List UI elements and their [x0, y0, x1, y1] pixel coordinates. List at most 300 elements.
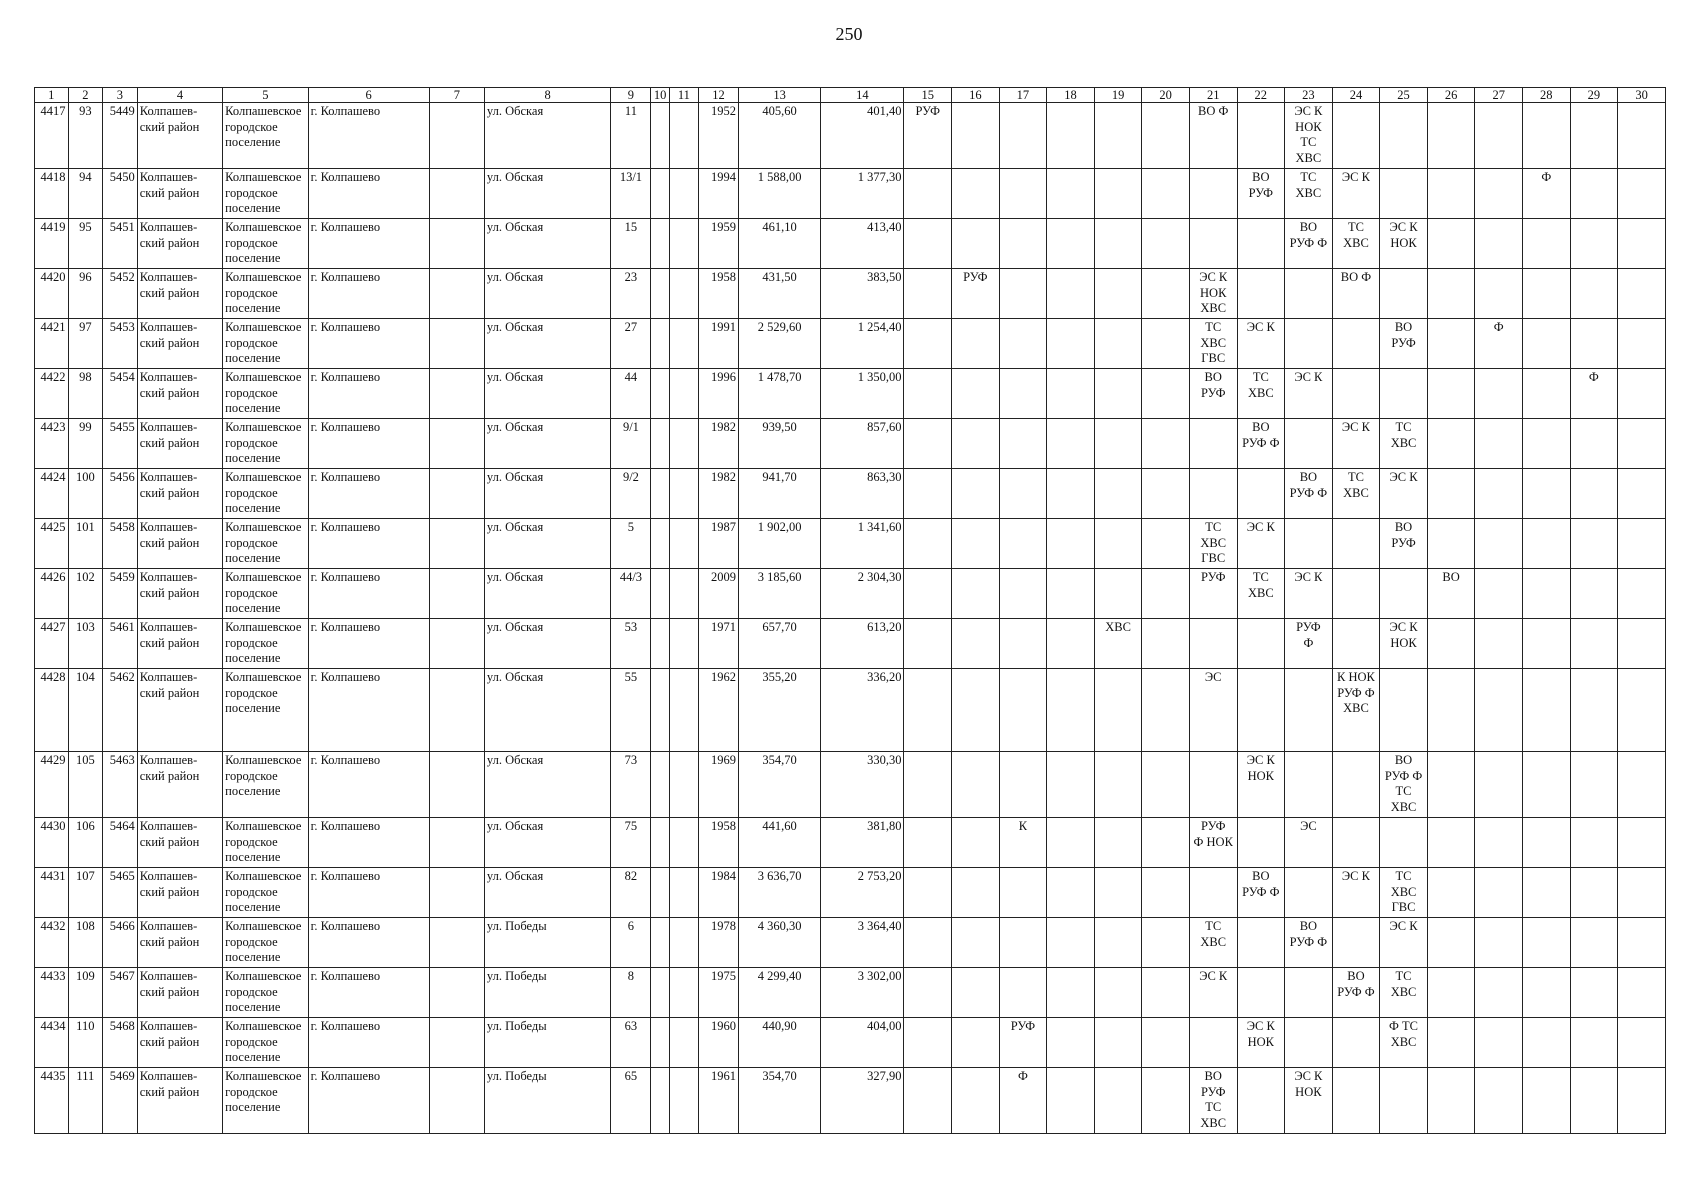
cell-col-29	[1570, 419, 1618, 469]
cell-col-8: ул. Обская	[484, 752, 611, 818]
cell-col-27	[1475, 918, 1523, 968]
cell-col-22: ВО РУФ	[1237, 169, 1285, 219]
cell-col-19	[1094, 269, 1142, 319]
cell-col-30	[1618, 669, 1666, 752]
cell-col-30	[1618, 219, 1666, 269]
cell-col-23	[1285, 752, 1333, 818]
cell-col-9: 65	[611, 1068, 651, 1134]
cell-col-11	[669, 868, 698, 918]
cell-col-1: 4425	[35, 519, 69, 569]
cell-col-30	[1618, 1018, 1666, 1068]
cell-col-26	[1427, 968, 1475, 1018]
cell-col-26	[1427, 918, 1475, 968]
cell-col-2: 94	[68, 169, 103, 219]
cell-col-26	[1427, 868, 1475, 918]
cell-col-4: Колпашев- ский район	[137, 868, 222, 918]
cell-col-24	[1332, 619, 1380, 669]
cell-col-6: г. Колпашево	[308, 419, 429, 469]
cell-col-21	[1189, 868, 1237, 918]
cell-col-1: 4428	[35, 669, 69, 752]
cell-col-12: 1978	[699, 918, 739, 968]
cell-col-13: 3 185,60	[739, 569, 821, 619]
cell-col-10	[651, 1068, 669, 1134]
cell-col-25: ТС ХВС ГВС	[1380, 868, 1428, 918]
cell-col-8: ул. Обская	[484, 519, 611, 569]
cell-col-18	[1047, 968, 1095, 1018]
cell-col-26	[1427, 619, 1475, 669]
cell-col-16	[952, 619, 1000, 669]
cell-col-19	[1094, 968, 1142, 1018]
cell-col-18	[1047, 752, 1095, 818]
cell-col-4: Колпашев- ский район	[137, 519, 222, 569]
column-header-3: 3	[103, 88, 138, 103]
cell-col-22	[1237, 918, 1285, 968]
cell-col-22: ЭС К	[1237, 319, 1285, 369]
cell-col-8: ул. Обская	[484, 569, 611, 619]
cell-col-15	[904, 319, 952, 369]
cell-col-22: ТС ХВС	[1237, 369, 1285, 419]
cell-col-10	[651, 103, 669, 169]
cell-col-14: 327,90	[821, 1068, 904, 1134]
cell-col-4: Колпашев- ский район	[137, 103, 222, 169]
cell-col-19	[1094, 818, 1142, 868]
cell-col-29	[1570, 169, 1618, 219]
cell-col-21: ТС ХВС ГВС	[1189, 319, 1237, 369]
cell-col-6: г. Колпашево	[308, 669, 429, 752]
cell-col-5: Колпашевское городское поселение	[223, 918, 308, 968]
cell-col-7	[429, 818, 484, 868]
cell-col-21: ТС ХВС	[1189, 918, 1237, 968]
cell-col-22: ВО РУФ Ф	[1237, 419, 1285, 469]
table-row	[35, 619, 1666, 669]
cell-col-15	[904, 519, 952, 569]
cell-col-9: 55	[611, 669, 651, 752]
cell-col-18	[1047, 1068, 1095, 1134]
cell-col-2: 95	[68, 219, 103, 269]
cell-col-20	[1142, 1018, 1190, 1068]
cell-col-19	[1094, 1018, 1142, 1068]
cell-col-6: г. Колпашево	[308, 319, 429, 369]
cell-col-14: 3 364,40	[821, 918, 904, 968]
cell-col-23	[1285, 269, 1333, 319]
cell-col-20	[1142, 419, 1190, 469]
cell-col-23: ЭС К НОК ТС ХВС	[1285, 103, 1333, 169]
cell-col-2: 111	[68, 1068, 103, 1134]
cell-col-14: 613,20	[821, 619, 904, 669]
cell-col-12: 1961	[699, 1068, 739, 1134]
cell-col-9: 53	[611, 619, 651, 669]
cell-col-24	[1332, 369, 1380, 419]
cell-col-5: Колпашевское городское поселение	[223, 319, 308, 369]
cell-col-19: ХВС	[1094, 619, 1142, 669]
cell-col-7	[429, 669, 484, 752]
cell-col-1: 4435	[35, 1068, 69, 1134]
cell-col-10	[651, 169, 669, 219]
cell-col-13: 4 360,30	[739, 918, 821, 968]
cell-col-2: 105	[68, 752, 103, 818]
cell-col-9: 13/1	[611, 169, 651, 219]
cell-col-16	[952, 169, 1000, 219]
cell-col-18	[1047, 519, 1095, 569]
cell-col-25: ВО РУФ Ф ТС ХВС	[1380, 752, 1428, 818]
cell-col-17	[999, 918, 1047, 968]
cell-col-10	[651, 469, 669, 519]
cell-col-1: 4421	[35, 319, 69, 369]
cell-col-13: 1 478,70	[739, 369, 821, 419]
cell-col-5: Колпашевское городское поселение	[223, 818, 308, 868]
cell-col-17: РУФ	[999, 1018, 1047, 1068]
column-header-8: 8	[484, 88, 611, 103]
table-row	[35, 169, 1666, 219]
cell-col-30	[1618, 818, 1666, 868]
cell-col-24	[1332, 103, 1380, 169]
cell-col-16	[952, 868, 1000, 918]
cell-col-29	[1570, 469, 1618, 519]
cell-col-25: Ф ТС ХВС	[1380, 1018, 1428, 1068]
cell-col-26	[1427, 419, 1475, 469]
cell-col-27	[1475, 369, 1523, 419]
column-header-12: 12	[699, 88, 739, 103]
cell-col-9: 63	[611, 1018, 651, 1068]
cell-col-15	[904, 569, 952, 619]
cell-col-11	[669, 519, 698, 569]
cell-col-2: 98	[68, 369, 103, 419]
cell-col-10	[651, 1018, 669, 1068]
cell-col-12: 1952	[699, 103, 739, 169]
cell-col-8: ул. Обская	[484, 319, 611, 369]
cell-col-29	[1570, 103, 1618, 169]
cell-col-30	[1618, 169, 1666, 219]
cell-col-21: ВО Ф	[1189, 103, 1237, 169]
cell-col-3: 5462	[103, 669, 138, 752]
cell-col-12: 1971	[699, 619, 739, 669]
cell-col-18	[1047, 669, 1095, 752]
cell-col-23	[1285, 419, 1333, 469]
cell-col-26	[1427, 169, 1475, 219]
cell-col-14: 383,50	[821, 269, 904, 319]
table-row	[35, 103, 1666, 169]
cell-col-17	[999, 752, 1047, 818]
cell-col-20	[1142, 469, 1190, 519]
column-header-4: 4	[137, 88, 222, 103]
cell-col-23	[1285, 968, 1333, 1018]
cell-col-20	[1142, 1068, 1190, 1134]
cell-col-10	[651, 818, 669, 868]
cell-col-17	[999, 519, 1047, 569]
cell-col-29	[1570, 1018, 1618, 1068]
register-table	[34, 87, 1666, 1134]
cell-col-11	[669, 469, 698, 519]
cell-col-1: 4430	[35, 818, 69, 868]
cell-col-24: ВО Ф	[1332, 269, 1380, 319]
cell-col-28: Ф	[1522, 169, 1570, 219]
cell-col-30	[1618, 103, 1666, 169]
cell-col-9: 27	[611, 319, 651, 369]
cell-col-5: Колпашевское городское поселение	[223, 219, 308, 269]
cell-col-28	[1522, 419, 1570, 469]
cell-col-16	[952, 968, 1000, 1018]
cell-col-29	[1570, 752, 1618, 818]
cell-col-26	[1427, 752, 1475, 818]
cell-col-16	[952, 1068, 1000, 1134]
cell-col-9: 44	[611, 369, 651, 419]
cell-col-22: ЭС К НОК	[1237, 1018, 1285, 1068]
cell-col-11	[669, 419, 698, 469]
cell-col-25	[1380, 1068, 1428, 1134]
cell-col-23: ВО РУФ Ф	[1285, 469, 1333, 519]
table-row	[35, 868, 1666, 918]
cell-col-26	[1427, 319, 1475, 369]
cell-col-15	[904, 369, 952, 419]
cell-col-13: 354,70	[739, 1068, 821, 1134]
cell-col-15	[904, 619, 952, 669]
cell-col-4: Колпашев- ский район	[137, 369, 222, 419]
cell-col-25: ВО РУФ	[1380, 319, 1428, 369]
cell-col-13: 657,70	[739, 619, 821, 669]
table-row	[35, 519, 1666, 569]
cell-col-24	[1332, 1018, 1380, 1068]
cell-col-21: ЭС К	[1189, 968, 1237, 1018]
cell-col-22: ВО РУФ Ф	[1237, 868, 1285, 918]
cell-col-21	[1189, 169, 1237, 219]
cell-col-20	[1142, 669, 1190, 752]
cell-col-13: 354,70	[739, 752, 821, 818]
column-header-14: 14	[821, 88, 904, 103]
cell-col-1: 4420	[35, 269, 69, 319]
cell-col-4: Колпашев- ский район	[137, 419, 222, 469]
cell-col-25	[1380, 669, 1428, 752]
cell-col-16	[952, 918, 1000, 968]
cell-col-8: ул. Обская	[484, 818, 611, 868]
table-row	[35, 1068, 1666, 1134]
cell-col-7	[429, 519, 484, 569]
column-header-20: 20	[1142, 88, 1190, 103]
cell-col-16	[952, 569, 1000, 619]
cell-col-17: К	[999, 818, 1047, 868]
cell-col-18	[1047, 818, 1095, 868]
cell-col-26	[1427, 103, 1475, 169]
cell-col-3: 5449	[103, 103, 138, 169]
cell-col-8: ул. Обская	[484, 219, 611, 269]
cell-col-20	[1142, 519, 1190, 569]
cell-col-10	[651, 868, 669, 918]
cell-col-1: 4429	[35, 752, 69, 818]
column-header-26: 26	[1427, 88, 1475, 103]
cell-col-14: 1 350,00	[821, 369, 904, 419]
cell-col-7	[429, 868, 484, 918]
cell-col-1: 4424	[35, 469, 69, 519]
cell-col-27	[1475, 103, 1523, 169]
cell-col-23: ЭС К	[1285, 569, 1333, 619]
cell-col-9: 11	[611, 103, 651, 169]
cell-col-24: ВО РУФ Ф	[1332, 968, 1380, 1018]
cell-col-3: 5458	[103, 519, 138, 569]
cell-col-22	[1237, 619, 1285, 669]
cell-col-24	[1332, 752, 1380, 818]
cell-col-24	[1332, 1068, 1380, 1134]
cell-col-28	[1522, 968, 1570, 1018]
cell-col-6: г. Колпашево	[308, 868, 429, 918]
column-header-2: 2	[68, 88, 103, 103]
column-header-30: 30	[1618, 88, 1666, 103]
cell-col-10	[651, 619, 669, 669]
cell-col-23: РУФ Ф	[1285, 619, 1333, 669]
cell-col-30	[1618, 868, 1666, 918]
cell-col-4: Колпашев- ский район	[137, 1068, 222, 1134]
cell-col-11	[669, 269, 698, 319]
cell-col-7	[429, 219, 484, 269]
cell-col-30	[1618, 569, 1666, 619]
cell-col-15	[904, 269, 952, 319]
cell-col-7	[429, 269, 484, 319]
cell-col-30	[1618, 619, 1666, 669]
cell-col-17	[999, 968, 1047, 1018]
cell-col-3: 5464	[103, 818, 138, 868]
cell-col-23: ЭС	[1285, 818, 1333, 868]
cell-col-8: ул. Обская	[484, 269, 611, 319]
cell-col-26	[1427, 369, 1475, 419]
cell-col-13: 941,70	[739, 469, 821, 519]
cell-col-29	[1570, 1068, 1618, 1134]
cell-col-2: 101	[68, 519, 103, 569]
cell-col-11	[669, 752, 698, 818]
cell-col-24	[1332, 569, 1380, 619]
cell-col-21: РУФ	[1189, 569, 1237, 619]
cell-col-19	[1094, 169, 1142, 219]
cell-col-5: Колпашевское городское поселение	[223, 519, 308, 569]
cell-col-14: 401,40	[821, 103, 904, 169]
cell-col-15	[904, 752, 952, 818]
cell-col-29	[1570, 619, 1618, 669]
cell-col-21	[1189, 752, 1237, 818]
cell-col-27	[1475, 419, 1523, 469]
cell-col-19	[1094, 519, 1142, 569]
cell-col-29	[1570, 818, 1618, 868]
cell-col-19	[1094, 319, 1142, 369]
cell-col-6: г. Колпашево	[308, 818, 429, 868]
cell-col-29: Ф	[1570, 369, 1618, 419]
cell-col-2: 106	[68, 818, 103, 868]
cell-col-2: 110	[68, 1018, 103, 1068]
cell-col-29	[1570, 918, 1618, 968]
cell-col-22: ТС ХВС	[1237, 569, 1285, 619]
cell-col-2: 104	[68, 669, 103, 752]
cell-col-25	[1380, 818, 1428, 868]
cell-col-27	[1475, 569, 1523, 619]
cell-col-11	[669, 669, 698, 752]
cell-col-25: ЭС К НОК	[1380, 619, 1428, 669]
cell-col-28	[1522, 818, 1570, 868]
cell-col-29	[1570, 669, 1618, 752]
cell-col-10	[651, 752, 669, 818]
cell-col-6: г. Колпашево	[308, 619, 429, 669]
cell-col-16	[952, 752, 1000, 818]
cell-col-30	[1618, 469, 1666, 519]
cell-col-25: ЭС К	[1380, 469, 1428, 519]
cell-col-23	[1285, 319, 1333, 369]
cell-col-30	[1618, 968, 1666, 1018]
cell-col-14: 1 254,40	[821, 319, 904, 369]
cell-col-3: 5467	[103, 968, 138, 1018]
cell-col-22	[1237, 818, 1285, 868]
cell-col-5: Колпашевское городское поселение	[223, 868, 308, 918]
cell-col-28	[1522, 469, 1570, 519]
cell-col-26	[1427, 519, 1475, 569]
cell-col-12: 1958	[699, 818, 739, 868]
cell-col-20	[1142, 818, 1190, 868]
cell-col-14: 381,80	[821, 818, 904, 868]
cell-col-9: 6	[611, 918, 651, 968]
cell-col-7	[429, 968, 484, 1018]
cell-col-25	[1380, 169, 1428, 219]
cell-col-10	[651, 419, 669, 469]
cell-col-27	[1475, 868, 1523, 918]
cell-col-28	[1522, 1018, 1570, 1068]
column-header-24: 24	[1332, 88, 1380, 103]
cell-col-12: 1987	[699, 519, 739, 569]
cell-col-5: Колпашевское городское поселение	[223, 569, 308, 619]
cell-col-30	[1618, 269, 1666, 319]
cell-col-3: 5465	[103, 868, 138, 918]
cell-col-28	[1522, 752, 1570, 818]
cell-col-2: 107	[68, 868, 103, 918]
cell-col-15	[904, 868, 952, 918]
column-header-27: 27	[1475, 88, 1523, 103]
cell-col-25	[1380, 569, 1428, 619]
cell-col-8: ул. Обская	[484, 669, 611, 752]
cell-col-18	[1047, 868, 1095, 918]
cell-col-7	[429, 569, 484, 619]
cell-col-2: 109	[68, 968, 103, 1018]
cell-col-19	[1094, 219, 1142, 269]
cell-col-1: 4427	[35, 619, 69, 669]
cell-col-11	[669, 569, 698, 619]
cell-col-6: г. Колпашево	[308, 103, 429, 169]
cell-col-26	[1427, 818, 1475, 868]
cell-col-4: Колпашев- ский район	[137, 918, 222, 968]
cell-col-20	[1142, 752, 1190, 818]
cell-col-8: ул. Победы	[484, 918, 611, 968]
cell-col-5: Колпашевское городское поселение	[223, 419, 308, 469]
cell-col-28	[1522, 219, 1570, 269]
cell-col-22: ЭС К НОК	[1237, 752, 1285, 818]
cell-col-15	[904, 818, 952, 868]
cell-col-15: РУФ	[904, 103, 952, 169]
cell-col-29	[1570, 569, 1618, 619]
cell-col-16	[952, 519, 1000, 569]
cell-col-1: 4423	[35, 419, 69, 469]
cell-col-17	[999, 219, 1047, 269]
cell-col-28	[1522, 868, 1570, 918]
cell-col-19	[1094, 752, 1142, 818]
cell-col-26: ВО	[1427, 569, 1475, 619]
cell-col-17	[999, 103, 1047, 169]
cell-col-12: 1959	[699, 219, 739, 269]
cell-col-17	[999, 319, 1047, 369]
cell-col-19	[1094, 469, 1142, 519]
column-header-7: 7	[429, 88, 484, 103]
cell-col-1: 4432	[35, 918, 69, 968]
cell-col-3: 5455	[103, 419, 138, 469]
cell-col-7	[429, 918, 484, 968]
cell-col-11	[669, 1018, 698, 1068]
cell-col-1: 4422	[35, 369, 69, 419]
cell-col-28	[1522, 519, 1570, 569]
cell-col-3: 5453	[103, 319, 138, 369]
cell-col-12: 1996	[699, 369, 739, 419]
table-row	[35, 419, 1666, 469]
cell-col-26	[1427, 669, 1475, 752]
